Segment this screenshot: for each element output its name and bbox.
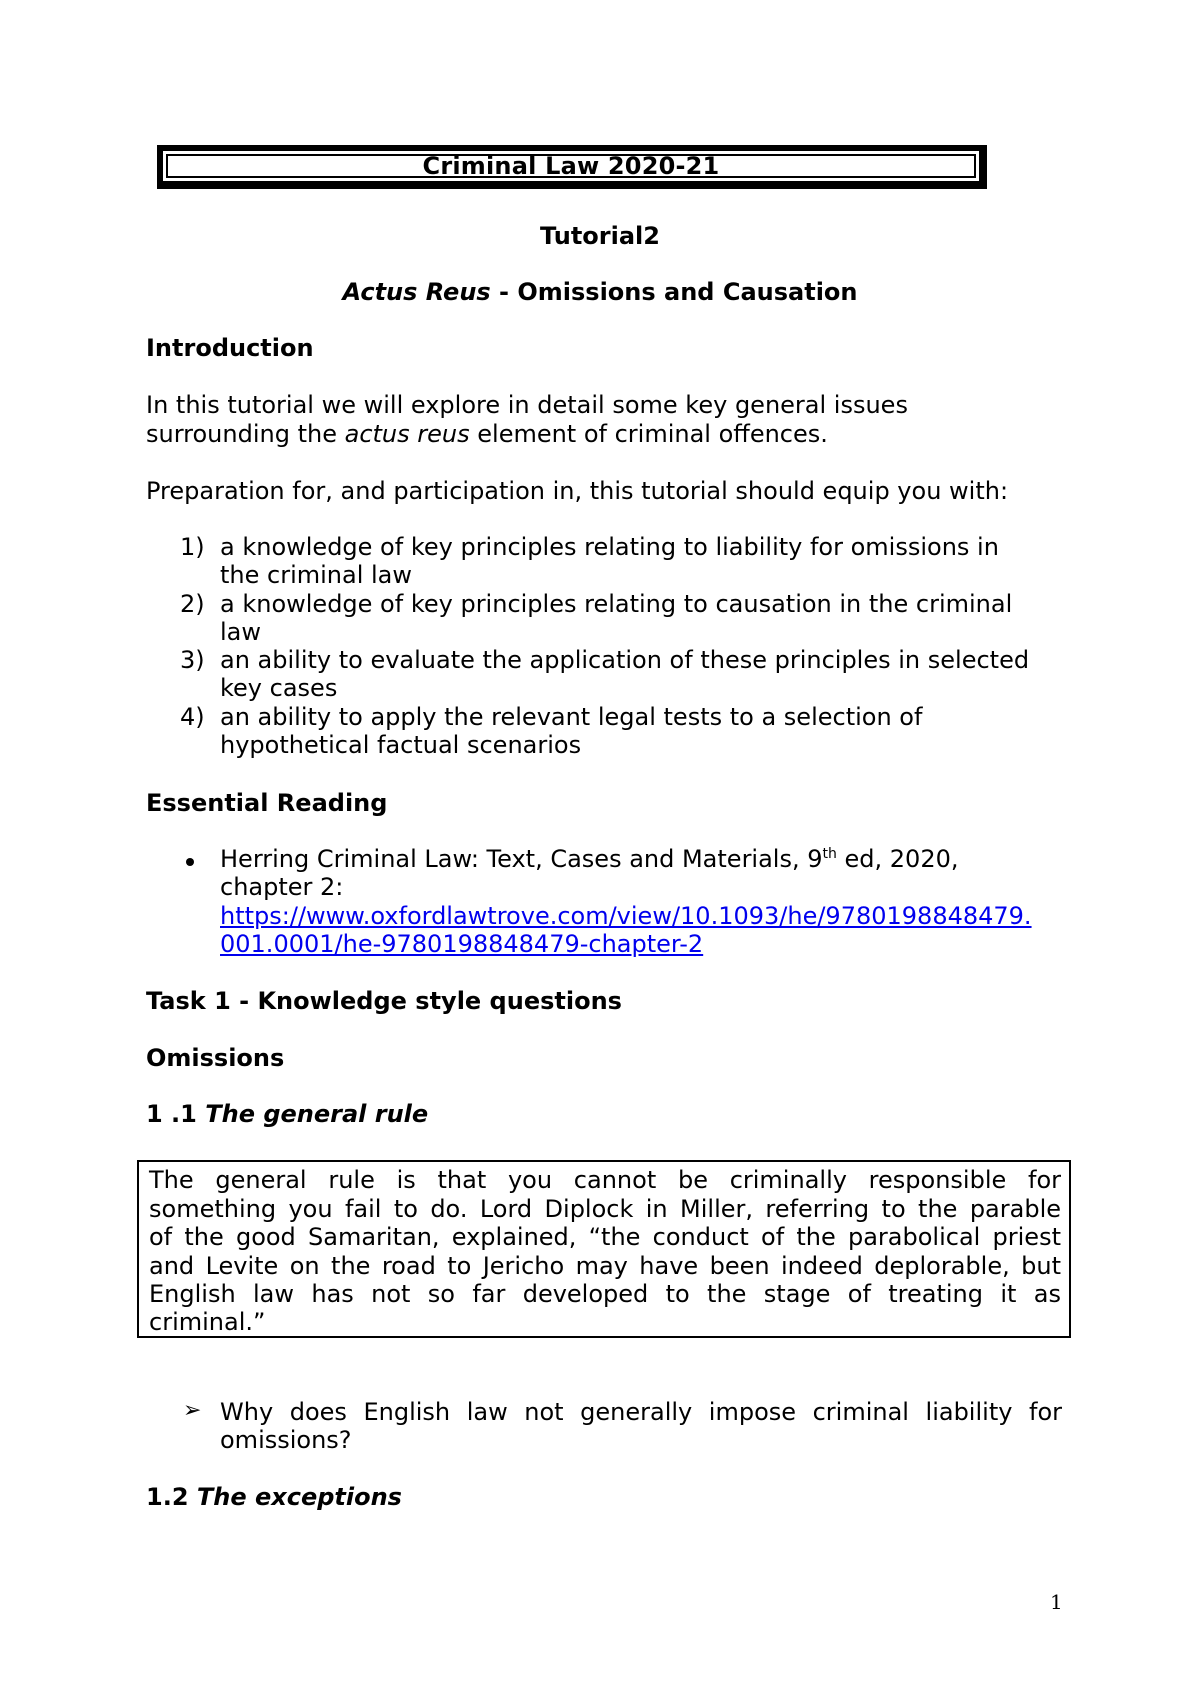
objective-1-line-2: the criminal law — [220, 561, 413, 589]
tutorial-subtitle — [0, 278, 1200, 306]
tutorial-number: Tutorial2 — [540, 222, 660, 250]
section-1-1-title: The general rule — [205, 1100, 429, 1128]
arrow-bullet-icon: ➢ — [183, 1398, 202, 1423]
question-line-2: omissions? — [220, 1426, 352, 1454]
objective-1-number: 1) — [180, 533, 205, 561]
section-1-1-heading — [146, 1100, 428, 1129]
objective-2-line-1: a knowledge of key principles relating to causation in the criminal — [220, 590, 1013, 618]
section-1-2-number: 1.2 — [146, 1483, 197, 1511]
quote-line-4: and Levite on the road to Jericho may have been indeed deplorable, but — [149, 1252, 1061, 1280]
reading-link-line-2[interactable]: 001.0001/he-9780198848479-chapter-2 — [220, 930, 704, 958]
section-1-2-heading — [146, 1483, 402, 1512]
intro-line-2 — [146, 420, 828, 449]
intro-line-2-a: surrounding the — [146, 420, 345, 448]
reading-item-a: Herring Criminal Law: Text, Cases and Materials, 9 — [220, 845, 823, 873]
objective-2-number: 2) — [180, 590, 205, 618]
section-1-2-title: The exceptions — [196, 1483, 402, 1511]
reading-link-line-1[interactable]: https://www.oxfordlawtrove.com/view/10.1093/he/9780198848479. — [220, 902, 1032, 930]
omissions-heading: Omissions — [146, 1044, 285, 1072]
reading-item-sup: th — [822, 846, 837, 862]
quote-line-5: English law has not so far developed to the stage of treating it as — [149, 1280, 1061, 1308]
section-1-1-number: 1 .1 — [146, 1100, 206, 1128]
subtitle-rest: - Omissions and Causation — [490, 278, 858, 306]
page-number: 1 — [1050, 1590, 1063, 1614]
objective-3-line-1: an ability to evaluate the application of these principles in selected — [220, 646, 1030, 674]
objective-4-line-2: hypothetical factual scenarios — [220, 731, 582, 759]
bullet-icon — [186, 858, 194, 866]
quote-box — [137, 1160, 1071, 1338]
essential-reading-heading: Essential Reading — [146, 789, 388, 817]
quote-line-2: something you fail to do. Lord Diplock in Miller, referring to the parable — [149, 1195, 1061, 1223]
objective-3-line-2: key cases — [220, 674, 338, 702]
reading-item-line-1 — [220, 845, 958, 874]
quote-line-3: of the good Samaritan, explained, “the conduct of the parabolical priest — [149, 1223, 1061, 1251]
quote-line-1: The general rule is that you cannot be criminally responsible for — [149, 1166, 1061, 1194]
intro-line-2-b: element of criminal offences. — [469, 420, 828, 448]
reading-item-b: ed, 2020, — [836, 845, 959, 873]
intro-line-1: In this tutorial we will explore in detail some key general issues — [146, 391, 908, 419]
task-1-heading: Task 1 - Knowledge style questions — [146, 987, 622, 1015]
objective-4-line-1: an ability to apply the relevant legal tests to a selection of — [220, 703, 923, 731]
objective-2-line-2: law — [220, 618, 262, 646]
objective-4-number: 4) — [180, 703, 205, 731]
reading-item-line-2: chapter 2: — [220, 873, 344, 901]
quote-line-6: criminal.” — [149, 1308, 266, 1336]
objective-3-number: 3) — [180, 646, 205, 674]
title-box — [157, 145, 987, 189]
objective-1-line-1: a knowledge of key principles relating to liability for omissions in — [220, 533, 999, 561]
question-line-1: Why does English law not generally impose criminal liability for — [220, 1398, 1062, 1426]
introduction-heading: Introduction — [146, 334, 314, 362]
preparation-line: Preparation for, and participation in, this tutorial should equip you with: — [146, 477, 1009, 505]
intro-actus-reus: actus reus — [344, 420, 470, 448]
course-title: Criminal Law 2020-21 — [166, 154, 976, 178]
subtitle-italic: Actus Reus — [342, 278, 491, 306]
